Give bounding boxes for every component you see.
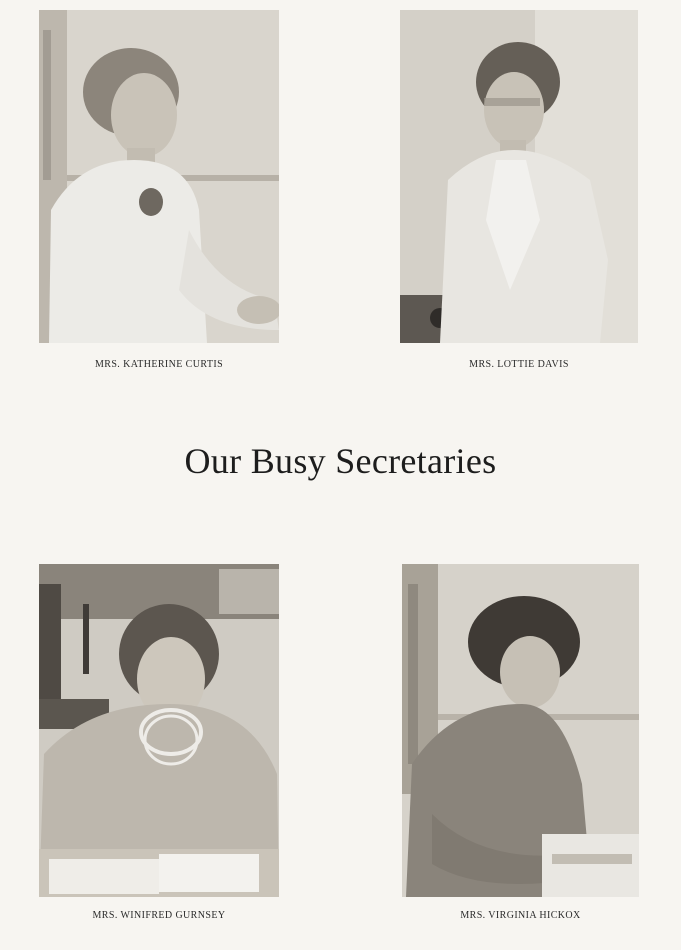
portrait-image [39,564,279,897]
portrait-image [39,10,279,343]
portrait-photo-winifred-gurnsey [39,564,279,897]
portrait-photo-lottie-davis [400,10,638,343]
portrait-image [402,564,639,897]
portrait-photo-virginia-hickox [402,564,639,897]
page-title: Our Busy Secretaries [184,441,497,481]
portrait-caption: MRS. VIRGINIA HICKOX [460,910,581,921]
portrait-photo-katherine-curtis [39,10,279,343]
portrait-image [400,10,638,343]
portrait-caption: MRS. WINIFRED GURNSEY [92,910,226,921]
portrait-caption: MRS. KATHERINE CURTIS [94,359,224,370]
portrait-caption: MRS. LOTTIE DAVIS [469,359,569,370]
